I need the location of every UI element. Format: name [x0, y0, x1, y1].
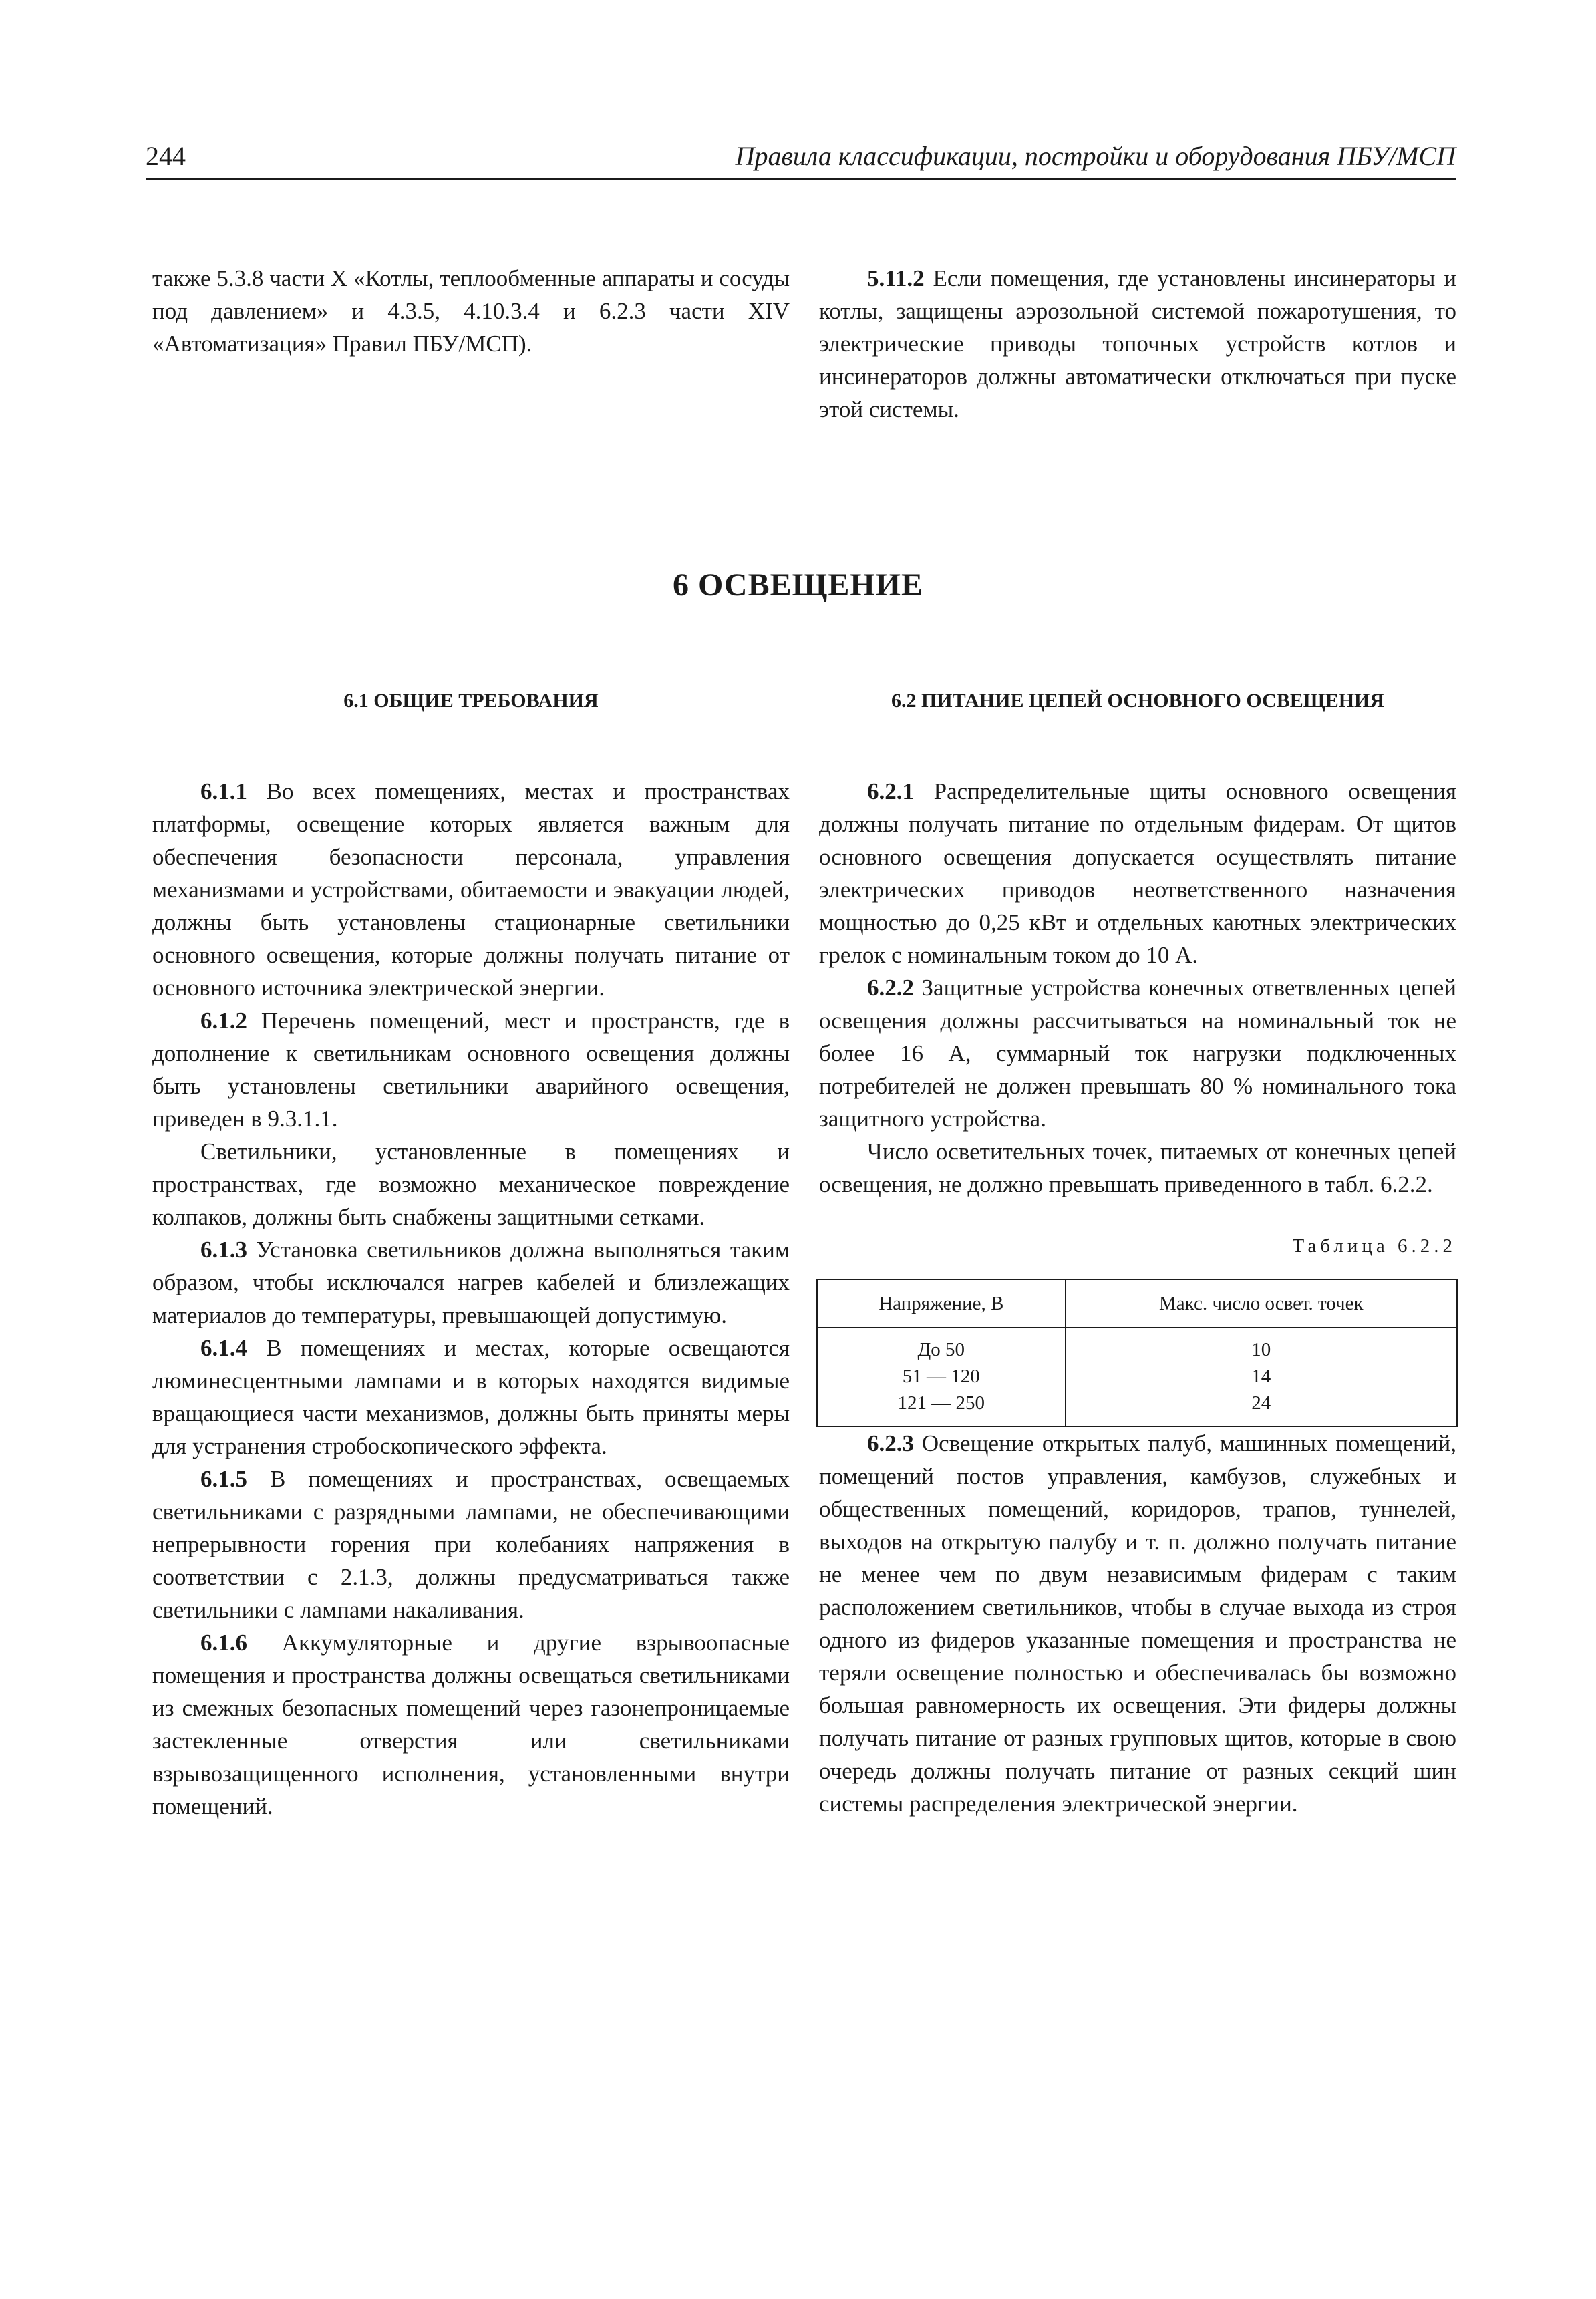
paragraph-6-1-5: [152, 1463, 790, 1626]
paragraph-6-1-1: [152, 775, 790, 1004]
points-value: 10: [1251, 1339, 1271, 1360]
clause-text: Установка светильников должна выполняться таким образом, чтобы исключался нагрев кабелей и близлежащих материалов до температуры, превышающей допустимую.: [152, 1237, 790, 1328]
voltage-value: 121 — 250: [897, 1392, 985, 1414]
paragraph-6-1-6: [152, 1626, 790, 1823]
clause-text: Защитные устройства конечных ответвленных цепей освещения должны рассчитываться на номинальный ток не более 16 А, суммарный ток нагрузки подключенных потребителей не должен превышать 80 % номинального тока защитного устройства.: [819, 975, 1456, 1132]
paragraph-6-1-4: [152, 1332, 790, 1463]
running-title: Правила классификации, постройки и оборудования ПБУ/МСП: [735, 141, 1456, 171]
table-header-max-points: Макс. число освет. точек: [1066, 1279, 1457, 1328]
clause-number: 6.1.3: [200, 1237, 247, 1263]
clause-text: Во всех помещениях, местах и пространствах платформы, освещение которых является важным для обеспечения безопасности персонала, управления механизмами и устройствами, обитаемости и эвакуации людей, должны быть установлены стационарные светильники основного освещения, которые должны получать питание от основного источника электрической энергии.: [152, 778, 790, 1001]
points-value: 14: [1251, 1366, 1271, 1387]
clause-text: В помещениях и пространствах, освещаемых светильниками с разрядными лампами, не обеспечивающими непрерывности горения при колебаниях напряжения в соответствии с 2.1.3, должны предусматриваться также светильники с лампами накаливания.: [152, 1466, 790, 1623]
clause-text: Распределительные щиты основного освещения должны получать питание по отдельным фидерам. От щитов основного освещения допускается осуществлять питание электрических приводов неответственного назначения мощностью до 0,25 кВт и отдельных каютных электрических грелок с номинальным током до 10 А.: [819, 778, 1457, 968]
table-header-voltage: Напряжение, В: [817, 1279, 1066, 1328]
clause-text: Аккумуляторные и другие взрывоопасные помещения и пространства должны освещаться светильниками из смежных безопасных помещений через газонепроницаемые застекленные отверстия или светильниками взрывозащищенного исполнения, установленными внутри помещений.: [152, 1630, 790, 1819]
clause-number: 5.11.2: [867, 265, 925, 291]
continued-paragraph: также 5.3.8 части X «Котлы, теплообменные аппараты и сосуды под давлением» и 4.3.5, 4.10.3.4 и 6.2.3 части XIV «Автоматизация» Правил ПБУ/МСП).: [152, 265, 790, 357]
clause-number: 6.1.5: [200, 1466, 247, 1492]
subheading-6-1: 6.1 ОБЩИЕ ТРЕБОВАНИЯ: [343, 689, 599, 712]
points-value: 24: [1251, 1392, 1271, 1414]
clause-number: 6.2.2: [867, 975, 914, 1001]
clause-number: 6.1.1: [200, 778, 247, 804]
clause-text: Если помещения, где установлены инсинераторы и котлы, защищены аэрозольной системой пожаротушения, то электрические приводы топочных устройств котлов и инсинераторов должны автоматически отключаться при пуске этой системы.: [819, 265, 1457, 422]
lighting-points-table: [816, 1279, 1458, 1427]
subheading-6-2: 6.2 ПИТАНИЕ ЦЕПЕЙ ОСНОВНОГО ОСВЕЩЕНИЯ: [891, 689, 1385, 712]
clause-number: 6.2.1: [867, 778, 914, 804]
paragraph-6-1-2-cont: Светильники, установленные в помещениях и пространствах, где возможно механическое повреждение колпаков, должны быть снабжены защитными сетками.: [152, 1138, 790, 1230]
clause-text: Перечень помещений, мест и пространств, где в дополнение к светильникам основного освещения должны быть установлены светильники аварийного освещения, приведен в 9.3.1.1.: [152, 1008, 790, 1132]
clause-number: 6.1.4: [200, 1335, 247, 1361]
clause-text: В помещениях и местах, которые освещаются люминесцентными лампами и в которых находятся видимые вращающиеся части механизмов, должны быть приняты меры для устранения стробоскопического эффекта.: [152, 1335, 790, 1459]
clause-text: Освещение открытых палуб, машинных помещений, помещений постов управления, камбузов, служебных и общественных помещений, коридоров, трапов, туннелей, выходов на открытую палубу и т. п. должно получать питание не менее чем по двум независимым фидерам с таким расположением светильников, чтобы в случае выхода из строя одного из фидеров указанные помещения и пространства не теряли освещение полностью и обеспечивалась бы возможно большая равномерность их освещения. Эти фидеры должны получать питание от разных групповых щитов, которые в свою очередь должны получать питание от разных секций шин системы распределения электрической энергии.: [819, 1430, 1456, 1817]
page-number: 244: [146, 141, 186, 171]
header-rule: [146, 178, 1456, 180]
paragraph-5-11-2: [819, 262, 1456, 426]
voltage-value: 51 — 120: [902, 1366, 980, 1387]
points-cell: [1066, 1328, 1457, 1426]
clause-number: 6.2.3: [867, 1430, 914, 1457]
paragraph-6-1-3: [152, 1233, 790, 1332]
clause-number: 6.1.6: [200, 1630, 247, 1656]
section-title: 6 ОСВЕЩЕНИЕ: [672, 567, 924, 603]
clause-number: 6.1.2: [200, 1008, 247, 1034]
paragraph-6-2-2: [819, 971, 1456, 1135]
left-column: [152, 775, 790, 1823]
paragraph-6-1-2: [152, 1004, 790, 1135]
right-column: [819, 775, 1456, 1820]
top-right-column: [819, 262, 1456, 426]
paragraph-6-2-1: [819, 775, 1456, 971]
table-row: [817, 1328, 1457, 1426]
table-header-row: [817, 1279, 1457, 1328]
paragraph-6-2-3: [819, 1427, 1456, 1820]
top-left-column: [152, 262, 790, 360]
voltage-value: До 50: [917, 1339, 965, 1360]
paragraph-6-2-2-cont: Число осветительных точек, питаемых от конечных цепей освещения, не должно превышать приведенного в табл. 6.2.2.: [819, 1138, 1456, 1197]
table-caption: Таблица 6.2.2: [1292, 1235, 1456, 1257]
voltage-cell: [817, 1328, 1066, 1426]
